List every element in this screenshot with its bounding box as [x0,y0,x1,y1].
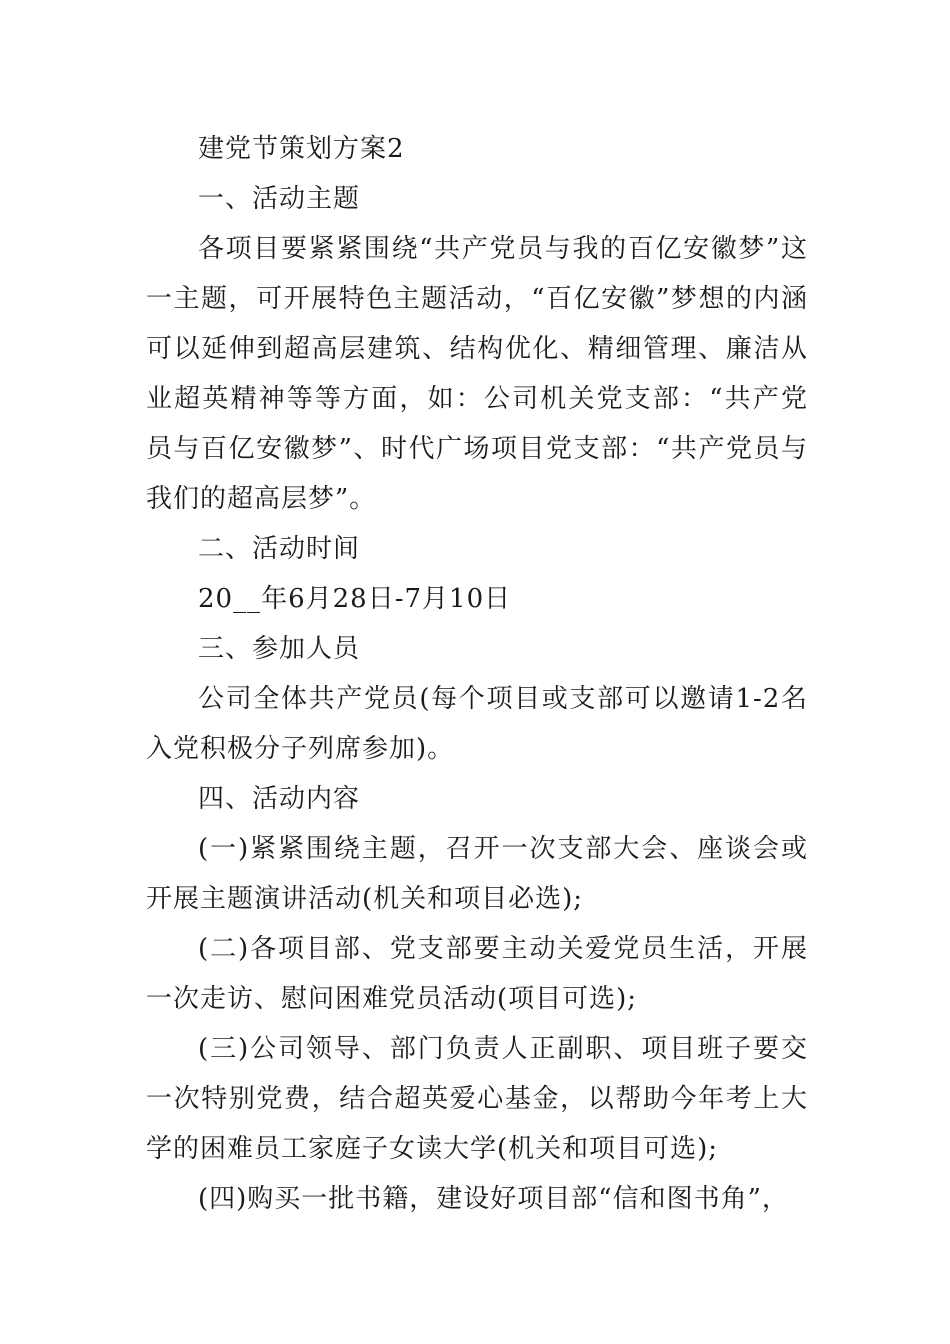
document-body [146,124,808,1224]
list-item: (四)购买一批书籍，建设好项目部“信和图书角”， [198,1184,789,1214]
paragraph-participants: 公司全体共产党员(每个项目或支部可以邀请1-2名入党积极分子列席参加)。 [146,684,808,764]
paragraph-theme: 各项目要紧紧围绕“共产党员与我的百亿安徽梦”这一主题，可开展特色主题活动，“百亿安徽”梦想的内涵可以延伸到超高层建筑、结构优化、精细管理、廉洁从业超英精神等等方面，如：公司机关党支部：“共产党员与百亿安徽梦”、时代广场项目党支部：“共产党员与我们的超高层梦”。 [146,234,808,514]
document-title: 建党节策划方案2 [198,134,405,164]
section-heading-theme: 一、活动主题 [198,184,361,214]
section-heading-content: 四、活动内容 [198,784,361,814]
list-item: (三)公司领导、部门负责人正副职、项目班子要交一次特别党费，结合超英爱心基金，以帮助今年考上大学的困难员工家庭子女读大学(机关和项目可选); [146,1034,808,1164]
section-heading-participants: 三、参加人员 [198,634,361,664]
section-heading-time: 二、活动时间 [198,534,361,564]
paragraph-time: 20__年6月28日-7月10日 [198,584,512,614]
list-item: (二)各项目部、党支部要主动关爱党员生活，开展一次走访、慰问困难党员活动(项目可选); [146,934,808,1014]
list-item: (一)紧紧围绕主题，召开一次支部大会、座谈会或开展主题演讲活动(机关和项目必选); [146,834,808,914]
